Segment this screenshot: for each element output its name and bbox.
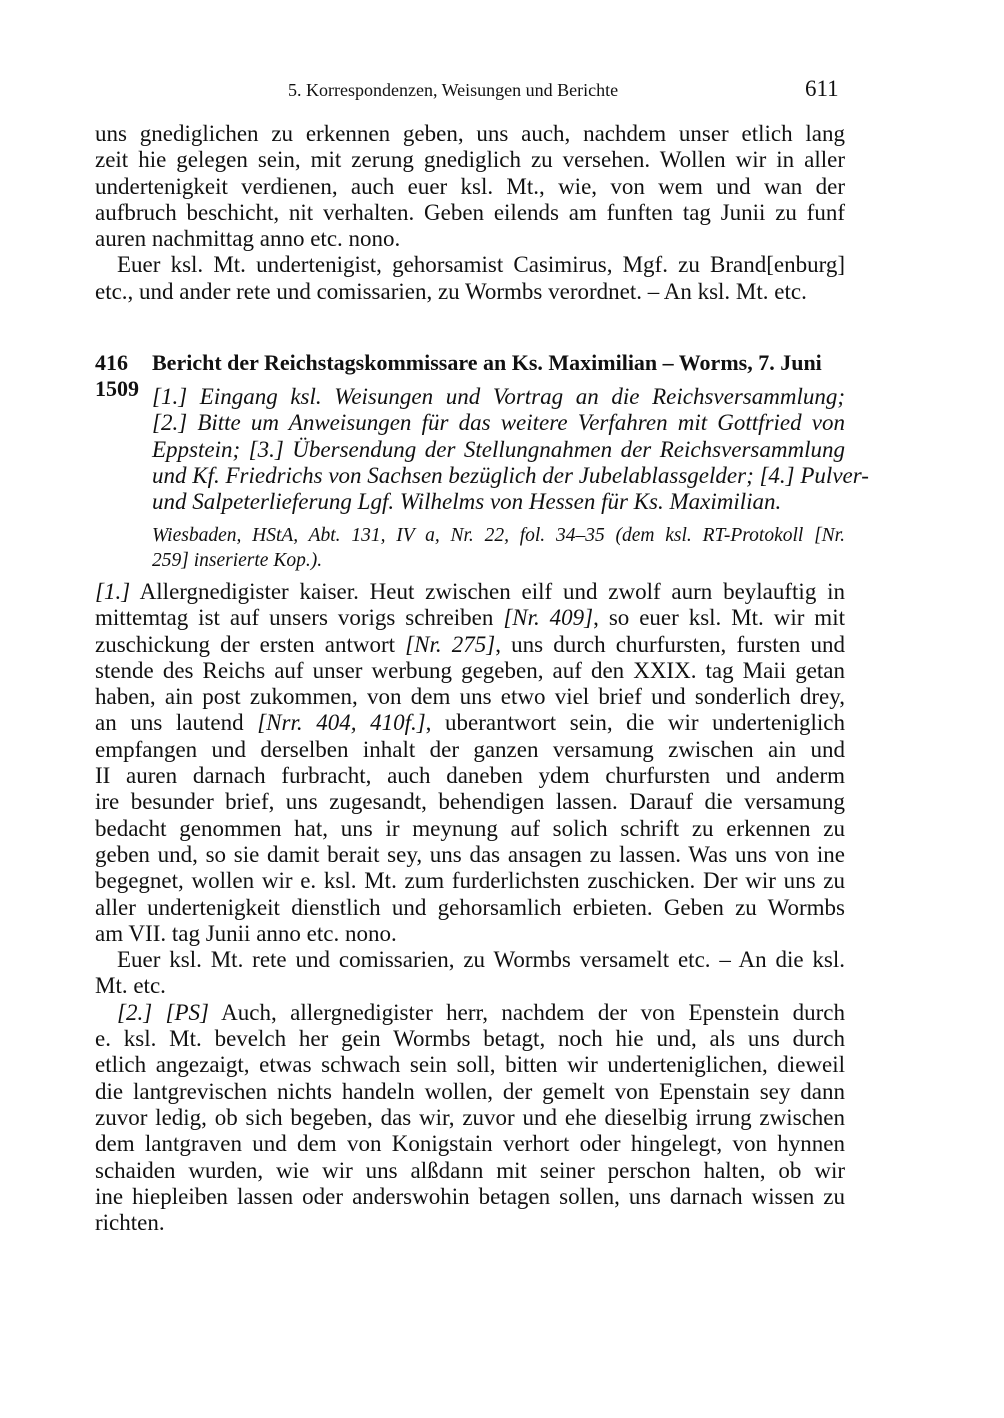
editorial-reference: [1.] Eingang ksl. Weisungen und Vortrag an die Reichsversammlung; (152, 384, 845, 409)
text-line (152, 548, 845, 573)
source-note (152, 523, 845, 573)
text-line (152, 489, 845, 515)
document-body (95, 579, 845, 1236)
editorial-reference: [2.] Bitte um Anweisungen für das weitere Verfahren mit Gottfried von (152, 410, 845, 436)
editorial-reference: 259] inserierte Kop.). (152, 550, 323, 571)
text-segment: ire besunder brief, uns zugesandt, behendigen lassen. Darauf die versamung (95, 789, 845, 815)
text-segment: zeit hie gelegen sein, mit zerung gnediglich zu versehen. Wollen wir in aller (95, 147, 845, 173)
text-line (95, 605, 845, 631)
editorial-reference: [Nr. 275] (405, 631, 496, 657)
text-segment: die lantgrevischen nichts handeln wollen, der gemelt von Epenstain sey dann (95, 1078, 845, 1104)
text-line (95, 763, 845, 789)
text-line (95, 1210, 845, 1236)
text-line (152, 437, 845, 463)
text-line (95, 947, 845, 973)
text-line (95, 842, 845, 868)
document-title: Bericht der Reichstagskommissare an Ks. Maximilian – Worms, 7. Juni 1509 (95, 350, 822, 401)
text-segment: Mt. etc. (95, 973, 166, 999)
text-segment: stende des Reichs auf unser werbung gegeben, auf den XXIX. tag Maii getan (95, 657, 845, 683)
text-line (95, 147, 845, 173)
text-line (95, 710, 845, 736)
text-segment: dem lantgraven und dem von Konigstain verhort oder hingelegt, von hynnen (95, 1131, 845, 1157)
editorial-reference: [2.] [PS] (117, 999, 210, 1025)
text-segment: e. ksl. Mt. bevelch her gein Wormbs betagt, noch hie und, als uns durch (95, 1026, 845, 1052)
text-segment: mittemtag ist auf unsers vorigs schreiben (95, 605, 504, 631)
text-line (95, 1105, 845, 1131)
text-line (95, 973, 845, 999)
text-segment: zuvor ledig, ob sich begeben, das wir, zuvor und ehe dieselbig irrung zwischen (95, 1104, 845, 1130)
text-segment: bedacht genommen hat, uns ir meynung auf solich schrift zu erkennen zu (95, 815, 845, 841)
text-line (95, 632, 845, 658)
text-segment: zuschickung der ersten antwort (95, 631, 406, 657)
text-segment: schaiden wurden, wie wir uns alßdann mit seiner perschon halten, ob wir (95, 1157, 845, 1183)
editorial-reference: [Nr. 409] (503, 605, 594, 631)
text-segment: Allergnedigister kaiser. Heut zwischen eilf und zwolf aurn beylauftig in (130, 579, 845, 604)
text-segment: , so euer ksl. Mt. wir mit (593, 605, 845, 631)
text-segment: etlich angezaigt, etwas schwach sein soll, bitten wir underteniglichen, dieweil (95, 1052, 845, 1078)
editorial-reference: Eppstein; [3.] Übersendung der Stellungnahmen der Reichsversammlung (152, 436, 845, 462)
text-line (95, 658, 845, 684)
text-segment: undertenigkeit verdienen, auch euer ksl. Mt., wie, von wem und wan der (95, 173, 845, 199)
text-line (95, 921, 845, 947)
text-line (95, 579, 845, 605)
text-segment: ine hiepleiben lassen oder anderswohin betagen sollen, uns darnach wissen zu (95, 1183, 845, 1209)
text-segment: empfangen und derselben inhalt der ganzen versamung zwischen ain und (95, 736, 845, 762)
editorial-reference: [Nrr. 404, 410f.] (257, 710, 426, 736)
text-segment: begegnet, wollen wir e. ksl. Mt. zum furderlichsten zuschicken. Der wir uns zu (95, 868, 845, 894)
text-line (95, 200, 845, 226)
text-line (152, 462, 869, 489)
editorial-reference: und Salpeterlieferung Lgf. Wilhelms von Hessen für Ks. Maximilian. (152, 489, 782, 515)
preceding-document-text (95, 121, 845, 305)
text-line (152, 523, 845, 548)
text-line (95, 1000, 845, 1026)
text-segment: Euer ksl. Mt. rete und comissarien, zu Wormbs versamelt etc. – An die ksl. (117, 947, 845, 973)
editorial-reference: [1.] (95, 579, 131, 604)
text-line (95, 279, 845, 305)
text-segment: am VII. tag Junii anno etc. nono. (95, 920, 397, 946)
text-segment: , uns durch churfursten, fursten und (495, 631, 845, 657)
text-segment: richten. (95, 1210, 165, 1236)
page-number: 611 (805, 76, 839, 101)
text-segment: II auren darnach furbracht, auch daneben ydem churfursten und anderm (95, 763, 845, 789)
text-segment: Auch, allergnedigister herr, nachdem der von Epenstein durch (209, 999, 845, 1025)
text-segment: , uberantwort sein, die wir underteniglich (425, 710, 846, 736)
text-segment: haben, ain post zukommen, von dem uns etwo viel brief und sonderlich drey, (95, 684, 845, 710)
text-segment: auren nachmittag anno etc. nono. (95, 226, 401, 252)
text-line (95, 252, 845, 278)
text-line (95, 737, 845, 763)
text-line (95, 1026, 845, 1052)
text-segment: uns gnediglichen zu erkennen geben, uns auch, nachdem unser etlich lang (95, 121, 845, 146)
text-line (95, 1052, 845, 1078)
text-line (95, 1158, 845, 1184)
document-summary (152, 384, 869, 515)
text-line (152, 410, 845, 436)
text-segment: etc., und ander rete und comissarien, zu Wormbs verordnet. – An ksl. Mt. etc. (95, 278, 807, 304)
editorial-reference: und Kf. Friedrichs von Sachsen bezüglich der Jubelablassgelder; [4.] Pulver- (152, 462, 869, 488)
text-segment: Euer ksl. Mt. undertenigist, gehorsamist Casimirus, Mgf. zu Brand[enburg] (117, 252, 845, 278)
text-line (95, 226, 845, 252)
text-line (95, 789, 845, 815)
text-line (95, 868, 845, 894)
text-line (95, 121, 845, 147)
text-segment: aller undertenigkeit dienstlich und gehorsamlich erbieten. Geben zu Wormbs (95, 894, 845, 920)
text-segment: geben und, so sie damit berait sey, uns das ansagen zu lassen. Was uns von ine (95, 841, 845, 867)
running-header: 5. Korrespondenzen, Weisungen und Berichte (288, 80, 619, 100)
text-line (95, 1184, 845, 1210)
document-number: 416 (95, 350, 128, 375)
text-line (95, 684, 845, 710)
text-line (95, 174, 845, 200)
text-line (95, 816, 845, 842)
text-segment: aufbruch beschicht, nit verhalten. Geben eilends am funften tag Junii zu funf (95, 199, 845, 225)
editorial-reference: Wiesbaden, HStA, Abt. 131, IV a, Nr. 22, fol. 34–35 (dem ksl. RT-Protokoll [Nr. (152, 525, 845, 546)
text-line (95, 1079, 845, 1105)
text-line (152, 384, 845, 410)
text-line (95, 1131, 845, 1157)
text-segment: an uns lautend (95, 710, 258, 736)
text-line (95, 895, 845, 921)
